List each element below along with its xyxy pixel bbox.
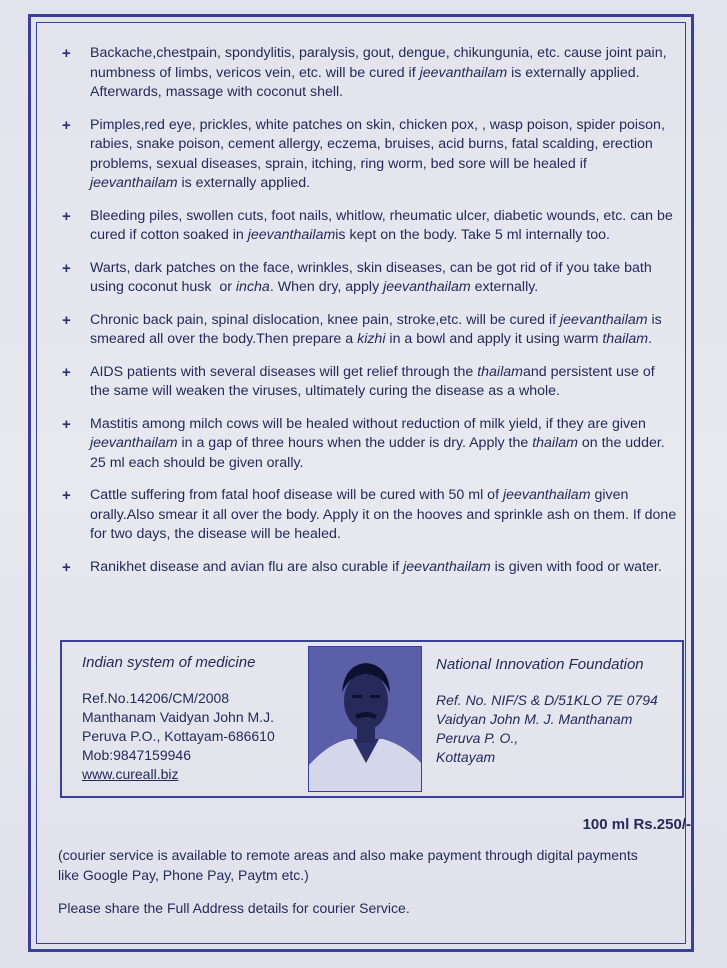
remedy-item bbox=[62, 558, 677, 578]
foundation-details bbox=[436, 656, 686, 767]
practitioner-name: Manthanam Vaidyan John M.J. bbox=[82, 709, 274, 725]
foundation-title: National Innovation Foundation bbox=[436, 656, 644, 673]
remedy-list bbox=[62, 44, 677, 590]
bullet-icon: + bbox=[62, 415, 71, 433]
website-link[interactable]: www.cureall.biz bbox=[82, 766, 179, 782]
foundation-place: Kottayam bbox=[436, 749, 496, 765]
mobile-number: Mob:9847159946 bbox=[82, 747, 191, 763]
remedy-text: Pimples,red eye, prickles, white patches on skin, chicken pox, , wasp poison, spider poison, rabies, snake poison, cement allergy, eczema, bruises, acid burns, fatal scalding, erection problems, sexual diseases, sprain, itching, ring worm, bed sore will be healed if jeevanthailam is externally applied. bbox=[90, 116, 665, 191]
bullet-icon: + bbox=[62, 311, 71, 329]
courier-note: (courier service is available to remote areas and also make payment through digital payments like Google Pay, Phone Pay, Paytm etc.) bbox=[58, 847, 638, 883]
bullet-icon: + bbox=[62, 207, 71, 225]
registration-ref: Ref.No.14206/CM/2008 bbox=[82, 690, 230, 706]
remedy-item bbox=[62, 259, 677, 298]
portrait-photo bbox=[308, 646, 422, 792]
portrait-image bbox=[309, 647, 422, 792]
bullet-icon: + bbox=[62, 116, 71, 134]
foundation-practitioner: Vaidyan John M. J. Manthanam bbox=[436, 711, 633, 727]
contact-box bbox=[60, 640, 684, 798]
foundation-po: Peruva P. O., bbox=[436, 730, 519, 746]
bullet-icon: + bbox=[62, 45, 71, 62]
foundation-ref: Ref. No. NIF/S & D/51KLO 7E 0794 bbox=[436, 692, 658, 708]
address-request: Please share the Full Address details for courier Service. bbox=[58, 900, 410, 916]
remedy-item bbox=[62, 116, 677, 194]
remedy-text: Mastitis among milch cows will be healed without reduction of milk yield, if they are given jeevanthailam in a gap of three hours when the udder is dry. Apply the thailam on the udder. 25 ml each should be given orally. bbox=[90, 415, 665, 471]
bullet-icon: + bbox=[62, 558, 71, 576]
practitioner-details bbox=[82, 654, 302, 784]
remedy-text: Chronic back pain, spinal dislocation, knee pain, stroke,etc. will be cured if jeevanthailam is smeared all over the body.Then prepare a kizhi in a bowl and apply it using warm thailam. bbox=[90, 311, 662, 347]
remedy-item bbox=[62, 207, 677, 246]
bullet-icon: + bbox=[62, 259, 71, 277]
practitioner-address: Peruva P.O., Kottayam-686610 bbox=[82, 728, 275, 744]
price-label: 100 ml Rs.250/- bbox=[582, 816, 691, 833]
system-title: Indian system of medicine bbox=[82, 654, 256, 671]
remedy-text: Cattle suffering from fatal hoof disease will be cured with 50 ml of jeevanthailam given orally.Also smear it all over the body. Apply it on the hooves and sprinkle ash on them. If done for two days, the disease will be healed. bbox=[90, 487, 677, 542]
remedy-item bbox=[62, 363, 677, 402]
remedy-text: Ranikhet disease and avian flu are also curable if jeevanthailam is given with food or water. bbox=[90, 558, 662, 575]
remedy-text: Warts, dark patches on the face, wrinkles, skin diseases, can be got rid of if you take bath using coconut husk or incha. When dry, apply jeevanthailam externally. bbox=[90, 259, 652, 295]
remedy-text: Backache,chestpain, spondylitis, paralysis, gout, dengue, chikungunia, etc. cause joint pain, numbness of limbs, vericos vein, etc. will be cured if jeevanthailam is externally applied. Afterwards, massage with coconut shell. bbox=[90, 45, 667, 100]
remedy-item bbox=[62, 486, 677, 545]
remedy-text: AIDS patients with several diseases will get relief through the thailamand persistent use of the same will weaken the viruses, ultimately curing the disease as a whole. bbox=[90, 363, 655, 399]
remedy-item bbox=[62, 311, 677, 350]
bullet-icon: + bbox=[62, 487, 71, 504]
bullet-icon: + bbox=[62, 363, 71, 381]
remedy-item bbox=[62, 44, 677, 103]
remedy-item bbox=[62, 415, 677, 474]
remedy-text: Bleeding piles, swollen cuts, foot nails, whitlow, rheumatic ulcer, diabetic wounds, etc. can be cured if cotton soaked in jeevanthailamis kept on the body. Take 5 ml internally too. bbox=[90, 207, 673, 243]
